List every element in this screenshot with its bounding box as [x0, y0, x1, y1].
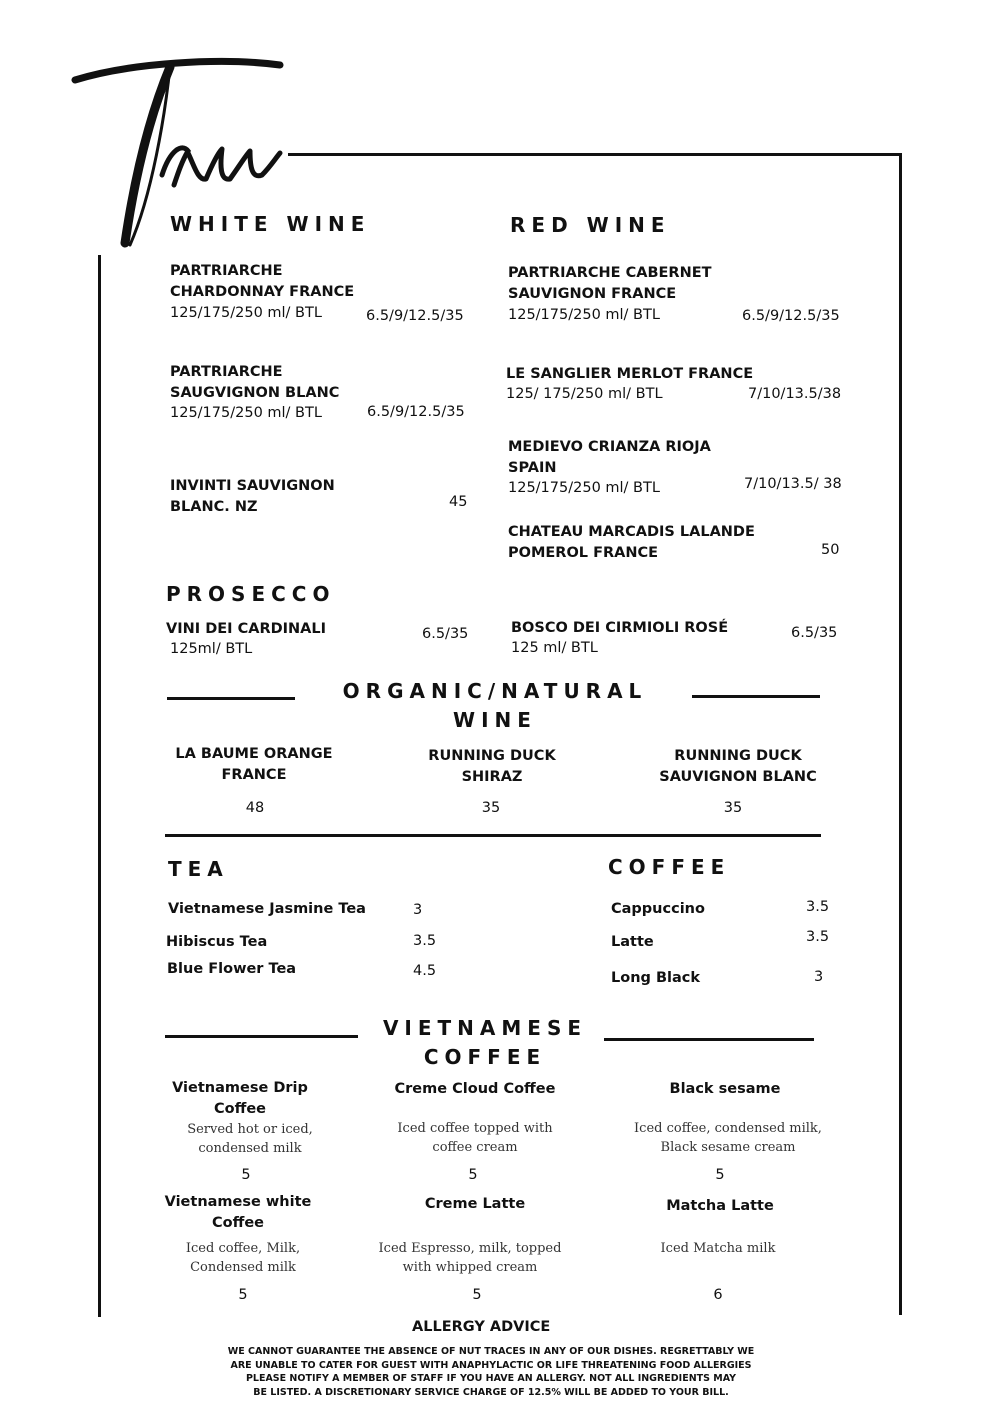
frame-left-line — [98, 255, 101, 1317]
coffee-item-2-name: Latte — [611, 934, 654, 950]
frame-right-line — [899, 153, 902, 1315]
tea-item-3-name: Blue Flower Tea — [167, 961, 297, 977]
prosecco-item-1-price: 6.5/35 — [422, 626, 469, 642]
coffee-heading: COFFEE — [608, 855, 731, 879]
viet-item-6-desc: Iced Matcha milk — [660, 1241, 776, 1256]
allergy-line: ARE UNABLE TO CATER FOR GUEST WITH ANAPHYLACTIC OR LIFE THREATENING FOOD ALLERGIES — [230, 1359, 752, 1371]
viet-coffee-heading: VIETNAMESE COFFEE — [382, 1016, 588, 1069]
viet-item-5-name: Creme Latte — [424, 1196, 526, 1212]
viet-item-5-price: 5 — [472, 1287, 482, 1303]
prosecco-item-1-name: VINI DEI CARDINALI — [166, 621, 327, 637]
organic-item-1-price: 48 — [245, 800, 265, 816]
organic-item-2-price: 35 — [481, 800, 501, 816]
tea-item-2-name: Hibiscus Tea — [166, 934, 268, 950]
tea-item-2-price: 3.5 — [413, 933, 437, 949]
white-wine-item-1-sizes: 125/175/250 ml/ BTL — [170, 305, 322, 321]
organic-heading: ORGANIC/NATURAL WINE — [342, 679, 648, 732]
prosecco-item-1-sizes: 125ml/ BTL — [170, 641, 253, 657]
white-wine-item-2-name: PARTRIARCHE SAUGVIGNON BLANC — [170, 364, 340, 401]
red-wine-item-3-price: 7/10/13.5/ 38 — [744, 476, 842, 492]
red-wine-item-4-price: 50 — [821, 542, 840, 558]
red-wine-item-4-name: CHATEAU MARCADIS LALANDE POMEROL FRANCE — [508, 524, 755, 561]
red-wine-item-2-name: LE SANGLIER MERLOT FRANCE — [506, 366, 754, 382]
viet-item-3-price: 5 — [715, 1167, 725, 1183]
coffee-item-1-price: 3.5 — [806, 899, 830, 915]
organic-item-2-name: RUNNING DUCK SHIRAZ — [428, 748, 556, 785]
viet-item-4-name: Vietnamese white Coffee — [164, 1194, 312, 1231]
red-wine-item-3-sizes: 125/175/250 ml/ BTL — [508, 480, 660, 496]
organic-rule-right — [692, 695, 820, 698]
organic-item-3-name: RUNNING DUCK SAUVIGNON BLANC — [659, 748, 817, 785]
viet-item-3-desc: Iced coffee, condensed milk, Black sesame cream — [634, 1121, 822, 1155]
prosecco-heading: PROSECCO — [166, 582, 336, 606]
frame-top-line — [288, 153, 902, 156]
viet-item-2-price: 5 — [468, 1167, 478, 1183]
allergy-line: WE CANNOT GUARANTEE THE ABSENCE OF NUT TRACES IN ANY OF OUR DISHES. REGRETTABLY WE — [227, 1346, 755, 1357]
organic-rule-left — [167, 697, 295, 700]
viet-item-2-name: Creme Cloud Coffee — [394, 1081, 556, 1097]
red-wine-item-2-price: 7/10/13.5/38 — [748, 386, 842, 402]
tea-item-1-price: 3 — [413, 902, 423, 918]
red-wine-item-2-sizes: 125/ 175/250 ml/ BTL — [506, 386, 663, 402]
white-wine-item-3-price: 45 — [449, 494, 468, 510]
tea-item-3-price: 4.5 — [413, 963, 437, 979]
white-wine-item-1-price: 6.5/9/12.5/35 — [366, 308, 464, 324]
viet-item-4-price: 5 — [238, 1287, 248, 1303]
tea-heading: TEA — [168, 857, 229, 881]
organic-item-3-price: 35 — [723, 800, 743, 816]
viet-item-1-desc: Served hot or iced, condensed milk — [187, 1122, 313, 1156]
viet-item-1-price: 5 — [241, 1167, 251, 1183]
red-wine-item-1-sizes: 125/175/250 ml/ BTL — [508, 307, 660, 323]
tea-item-1-name: Vietnamese Jasmine Tea — [168, 901, 366, 917]
coffee-item-3-price: 3 — [814, 969, 824, 985]
coffee-item-2-price: 3.5 — [806, 929, 830, 945]
viet-item-6-name: Matcha Latte — [666, 1198, 774, 1214]
white-wine-item-2-price: 6.5/9/12.5/35 — [367, 404, 465, 420]
allergy-line: BE LISTED. A DISCRETIONARY SERVICE CHARGE OF 12.5% WILL BE ADDED TO YOUR BILL. — [253, 1386, 729, 1398]
allergy-title: ALLERGY ADVICE — [412, 1319, 551, 1335]
allergy-text — [200, 1345, 782, 1399]
viet-item-4-desc: Iced coffee, Milk, Condensed milk — [185, 1241, 301, 1275]
viet-rule-right — [604, 1038, 814, 1041]
prosecco-item-2-price: 6.5/35 — [791, 625, 838, 641]
red-wine-item-1-name: PARTRIARCHE CABERNET SAUVIGNON FRANCE — [508, 265, 712, 302]
prosecco-item-2-name: BOSCO DEI CIRMIOLI ROSÉ — [511, 620, 729, 636]
organic-item-1-name: LA BAUME ORANGE FRANCE — [175, 746, 333, 783]
viet-item-2-desc: Iced coffee topped with coffee cream — [397, 1121, 553, 1155]
white-wine-item-1-name: PARTRIARCHE CHARDONNAY FRANCE — [170, 263, 355, 300]
coffee-item-1-name: Cappuccino — [611, 901, 705, 917]
viet-item-1-name: Vietnamese Drip Coffee — [172, 1080, 308, 1117]
white-wine-item-3-name: INVINTI SAUVIGNON BLANC. NZ — [170, 478, 335, 515]
white-wine-heading: WHITE WINE — [170, 212, 371, 236]
viet-item-3-name: Black sesame — [669, 1081, 781, 1097]
red-wine-item-3-name: MEDIEVO CRIANZA RIOJA SPAIN — [508, 439, 711, 476]
viet-item-6-price: 6 — [713, 1287, 723, 1303]
white-wine-item-2-sizes: 125/175/250 ml/ BTL — [170, 405, 322, 421]
allergy-line: PLEASE NOTIFY A MEMBER OF STAFF IF YOU HAVE AN ALLERGY. NOT ALL INGREDIENTS MAY — [245, 1373, 737, 1384]
red-wine-item-1-price: 6.5/9/12.5/35 — [742, 308, 840, 324]
organic-divider — [165, 834, 821, 837]
red-wine-heading: RED WINE — [510, 213, 671, 237]
prosecco-item-2-sizes: 125 ml/ BTL — [511, 640, 598, 656]
viet-rule-left — [165, 1035, 358, 1038]
viet-item-5-desc: Iced Espresso, milk, topped with whipped cream — [378, 1241, 562, 1275]
coffee-item-3-name: Long Black — [611, 970, 700, 986]
